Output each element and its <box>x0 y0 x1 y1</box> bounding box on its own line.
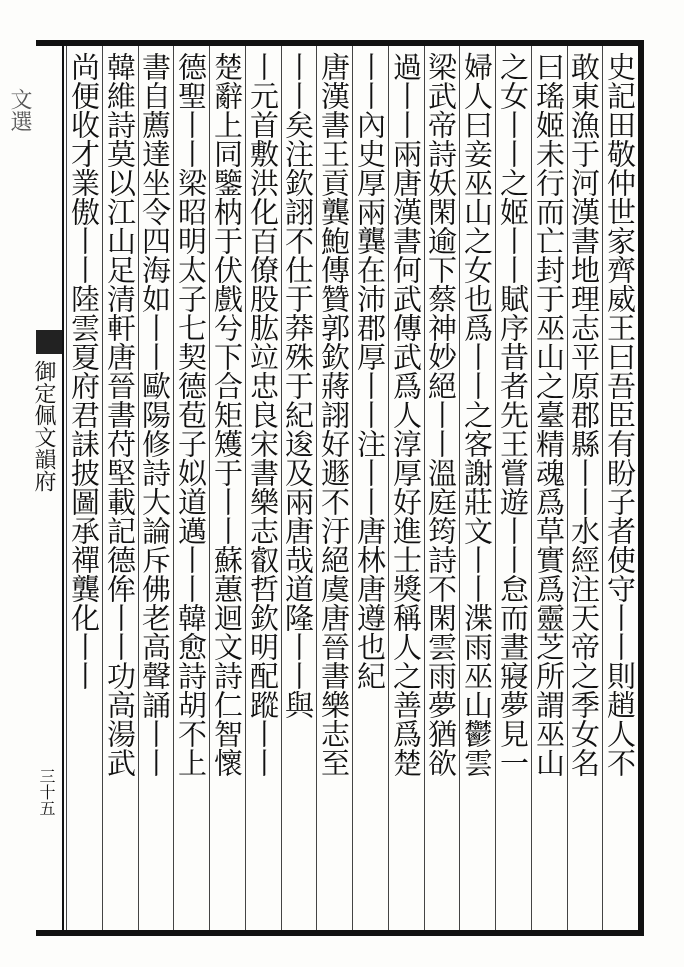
frame-top-border <box>36 40 644 46</box>
text-column: 尚便收才業傲丨丨陸雲夏府君誄披圖承禪龔化丨丨 <box>67 52 101 690</box>
page-margin <box>0 40 60 936</box>
margin-top-fragment: 文選 <box>7 88 32 132</box>
text-column: 梁武帝詩妖閑逾下蔡神妙絕丨丨溫庭筠詩不閑雲雨夢猶欲 <box>424 52 458 777</box>
text-column: 婦人曰妾巫山之女也爲丨丨之客謝莊文丨丨渫雨巫山鬱雲 <box>460 52 494 777</box>
text-column: 丨丨矣注欽詡不仕于莽殊于紀逡及兩唐哉道隆丨丨與 <box>281 52 315 719</box>
text-column: 唐漢書王貢龔鮑傳贊郭欽蔣詡好遯不汙絕虞唐晉書樂志至 <box>317 52 351 777</box>
frame-bottom-border <box>36 930 644 936</box>
text-column: 史記田敬仲世家齊威王曰吾臣有盼子者使守丨丨則趙人不 <box>603 52 637 777</box>
text-column: 過丨丨兩唐漢書何武傳武爲人淳厚好進士獎稱人之善爲楚 <box>389 52 423 777</box>
frame-left-border <box>62 40 64 936</box>
text-column: 曰瑤姬未行而亡封于巫山之臺精魂爲草實爲靈芝所謂巫山 <box>532 52 566 777</box>
fishtail-mark <box>36 330 62 354</box>
text-column: 丨元首敷洪化百僚股肱竝忠良宋書樂志叡哲欽明配蹤丨丨 <box>246 52 280 777</box>
text-column: 韓維詩莫以江山足清軒唐晉書苻堅載記德侔丨丨功高湯武 <box>103 52 137 777</box>
book-title: 御定佩文韻府 <box>31 360 56 492</box>
page-number: 三十五 <box>37 768 56 816</box>
text-column: 敢東漁于河漢書地理志平原郡縣丨丨水經注天帝之季女名 <box>567 52 601 777</box>
text-column: 德聖丨丨梁昭明太子七契德苞子姒道邁丨丨韓愈詩胡不上 <box>174 52 208 777</box>
text-column: 丨丨內史厚兩龔在沛郡厚丨丨注丨丨唐林唐遵也紀 <box>353 52 387 690</box>
text-column: 書自薦達坐令四海如丨丨歐陽修詩大論斥佛老高聲誦丨丨 <box>138 52 172 777</box>
text-column: 之女丨丨之姬丨丨賦序昔者先王嘗遊丨丨怠而晝寢夢見一 <box>496 52 530 777</box>
frame-right-border <box>638 40 644 936</box>
text-column: 楚辭上同鑒枘于伏戲兮下合矩矱于丨丨蘇蕙迴文詩仁智懷 <box>210 52 244 777</box>
